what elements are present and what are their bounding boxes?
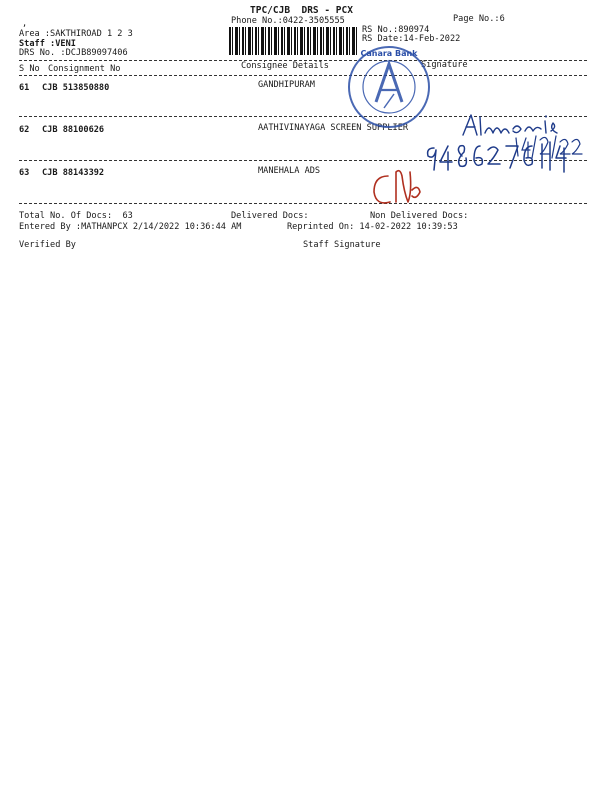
bank-stamp — [344, 42, 434, 132]
staff-signature: Staff Signature — [303, 240, 381, 250]
verified-by: Verified By — [19, 240, 76, 250]
row-62-consignee: AATHIVINAYAGA SCREEN SUPPLIER — [258, 123, 409, 133]
row-61-consignee: GANDHIPURAM — [258, 80, 315, 90]
page-number: Page No.:6 — [453, 14, 505, 24]
row-63-sno: 63 — [19, 168, 30, 178]
barcode — [229, 27, 357, 55]
column-header-consignee: Consignee Details — [241, 61, 329, 71]
row-63-consignment: CJB 88143392 — [42, 168, 105, 178]
delivered-docs: Delivered Docs: — [231, 211, 309, 221]
total-docs: Total No. Of Docs: 63 — [19, 211, 133, 221]
row-63-divider — [19, 203, 587, 204]
area-label: Area :SAKTHIROAD 1 2 3 — [19, 29, 133, 39]
row-61-consignment: CJB 513850880 — [42, 83, 110, 93]
row-62-sno: 62 — [19, 125, 30, 135]
column-header-consignment: Consignment No — [48, 64, 121, 74]
entered-by: Entered By :MATHANPCX 2/14/2022 10:36:44 AM — [19, 222, 242, 232]
column-header-signature: Signature — [421, 60, 468, 70]
page-title: TPC/CJB DRS - PCX — [250, 5, 353, 16]
rs-number: RS No.:890974 — [362, 25, 430, 35]
row-62-consignment: CJB 88100626 — [42, 125, 105, 135]
handwritten-initials — [366, 162, 436, 212]
non-delivered-docs: Non Delivered Docs: — [370, 211, 469, 221]
header-divider-bottom — [19, 75, 587, 76]
reprinted-on: Reprinted On: 14-02-2022 10:39:53 — [287, 222, 458, 232]
row-63-consignee: MANEHALA ADS — [258, 166, 321, 176]
handwritten-phone — [424, 138, 574, 178]
drs-number: DRS No. :DCJB89097406 — [19, 48, 128, 58]
stamp-bank-name: Canara Bank — [360, 49, 418, 58]
phone-number: Phone No.:0422-3505555 — [231, 16, 345, 26]
staff-label: Staff :VENI — [19, 39, 76, 49]
row-61-sno: 61 — [19, 83, 30, 93]
column-header-sno: S No — [19, 64, 40, 74]
rs-date: RS Date:14-Feb-2022 — [362, 34, 461, 44]
page-corner-mark: , — [22, 19, 28, 29]
